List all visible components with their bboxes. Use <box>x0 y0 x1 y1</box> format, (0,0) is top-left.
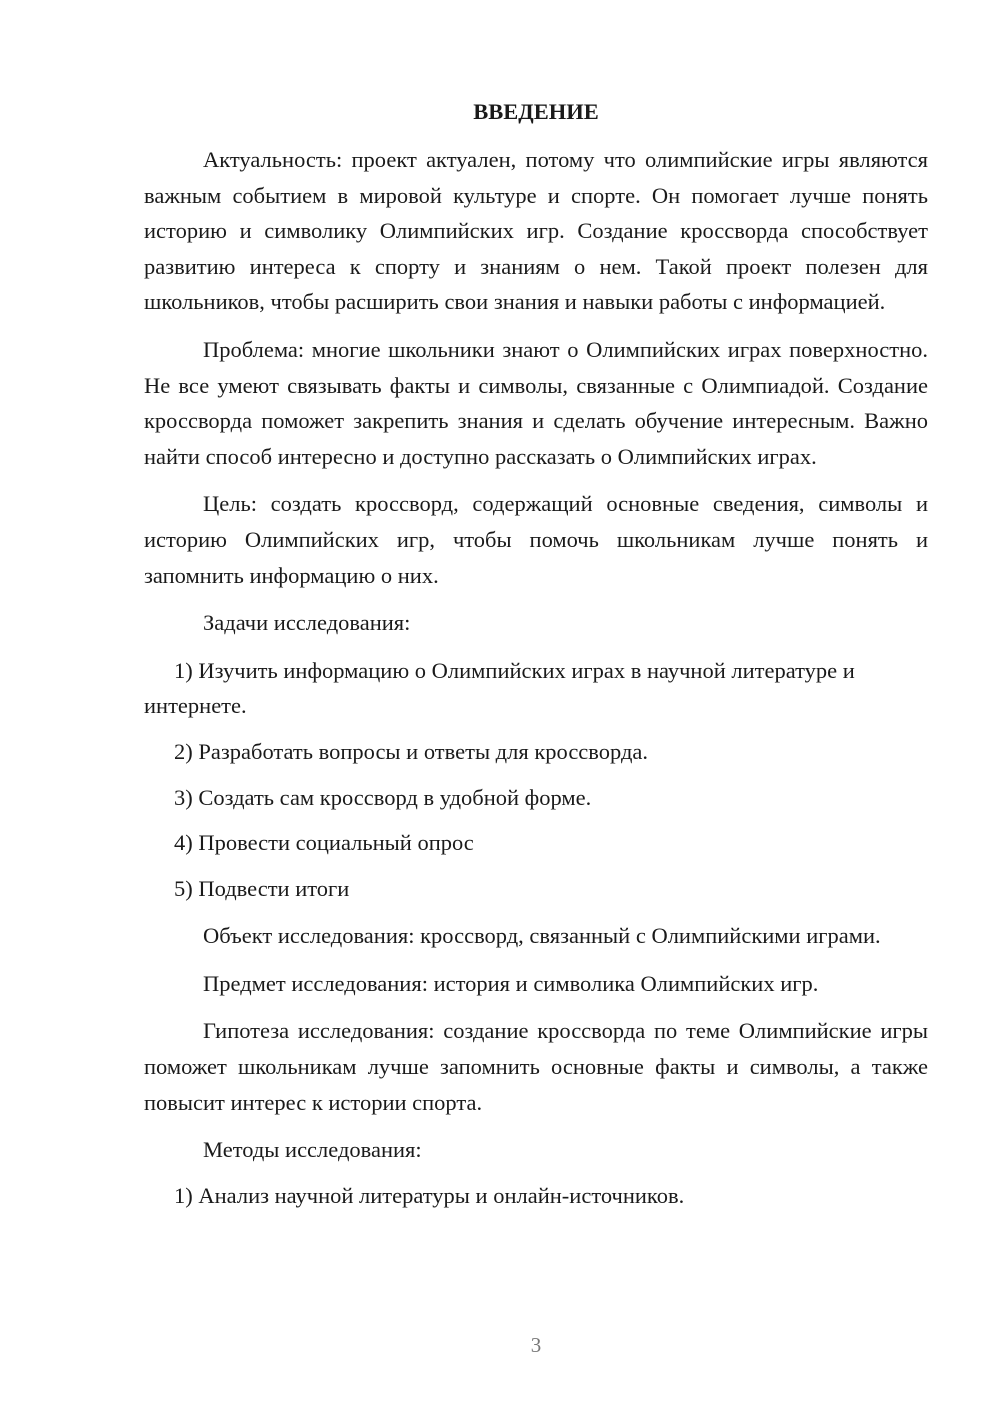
tasks-list <box>144 653 928 907</box>
list-item: 5) Подвести итоги <box>174 875 350 901</box>
methods-list <box>144 1178 928 1214</box>
subject-paragraph: Предмет исследования: история и символика Олимпийских игр. <box>203 970 819 996</box>
hypothesis-paragraph: Гипотеза исследования: создание кроссворда по теме Олимпийские игры поможет школьникам лучше запомнить основные факты и символы, а также повысит интерес к истории спорта. <box>144 1018 928 1115</box>
list-item: 2) Разработать вопросы и ответы для кроссворда. <box>174 738 649 764</box>
list-item: 4) Провести социальный опрос <box>174 830 474 856</box>
list-item: 1) Изучить информацию о Олимпийских играх в научной литературе и интернете. <box>144 657 855 719</box>
object-paragraph: Объект исследования: кроссворд, связанный с Олимпийскими играми. <box>203 923 881 949</box>
relevance-paragraph: Актуальность: проект актуален, потому что олимпийские игры являются важным событием в мировой культуре и спорте. Он помогает лучше понять историю и символику Олимпийских игр. Создание кроссворда способствует развитию интереса к спорту и знаниям о нем. Такой проект полезен для школьников, чтобы расширить свои знания и навыки работы с информацией. <box>144 147 928 315</box>
problem-paragraph: Проблема: многие школьники знают о Олимпийских играх поверхностно. Не все умеют связывать факты и символы, связанные с Олимпиадой. Создание кроссворда поможет закрепить знания и сделать обучение интересным. Важно найти способ интересно и доступно рассказать о Олимпийских играх. <box>144 336 928 469</box>
list-item: 1) Анализ научной литературы и онлайн-источников. <box>174 1182 685 1208</box>
list-item: 3) Создать сам кроссворд в удобной форме. <box>174 784 592 810</box>
methods-heading: Методы исследования: <box>203 1137 422 1163</box>
tasks-heading: Задачи исследования: <box>203 610 411 636</box>
page-content <box>144 94 928 1223</box>
goal-paragraph: Цель: создать кроссворд, содержащий основные сведения, символы и историю Олимпийских игр, чтобы помочь школьникам лучше понять и запомнить информацию о них. <box>144 491 928 588</box>
page-title: ВВЕДЕНИЕ <box>473 99 599 124</box>
page-number: 3 <box>530 1333 542 1357</box>
